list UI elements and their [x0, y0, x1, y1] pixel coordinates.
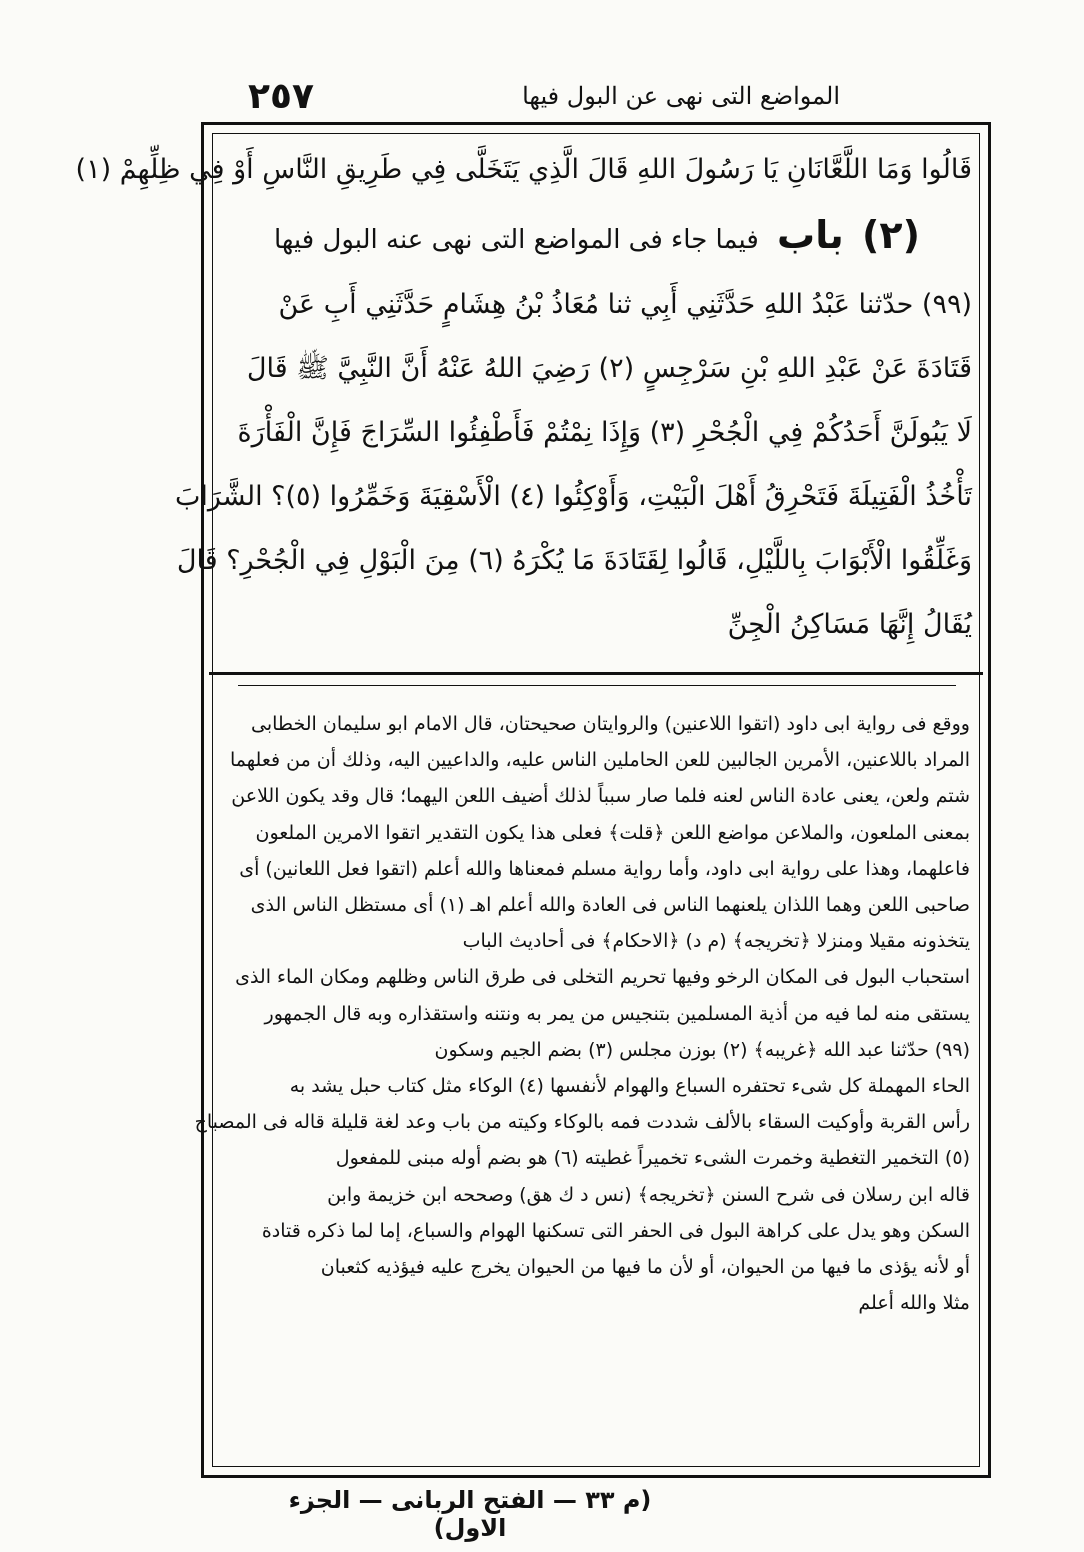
hadith-line-2: (٩٩) حدّثنا عَبْدُ اللهِ حَدَّثَنِي أَبِي ثنا مُعَاذُ بْنُ هِشَامٍ حَدَّثَنِي أَبِ عَنْ: [278, 289, 972, 320]
hadith-text-block: [75, 138, 972, 668]
commentary-line: استحباب البول فى المكان الرخو وفيها تحريم التخلى فى طرق الناس وظلهم ومكان الماء الذى: [235, 966, 970, 989]
hadith-line-5: تَأْخُذُ الْفَتِيلَةَ فَتَحْرِقُ أَهْلَ الْبَيْتِ، وَأَوْكِئُوا (٤) الْأَسْقِيَةَ وَخَمِّرُوا (٥)؟ الشَّرَابَ: [174, 481, 972, 512]
commentary-line: (٥) التخمير التغطية وخمرت الشىء تخميراً غطيته (٦) هو بضم أوله مبنى للمفعول: [335, 1147, 970, 1170]
commentary-line: المراد باللاعنين، الأمرين الجالبين للعن الحاملين الناس عليه، والداعيين اليه، وذلك أن من فعلهما: [230, 749, 970, 772]
commentary-line: (٩٩) حدّثنا عبد الله ﴿غريبه﴾ (٢) بوزن مجلس (٣) بضم الجيم وسكون: [434, 1038, 970, 1061]
commentary-line: يستقى منه لما فيه من أذية المسلمين بتنجيس من يمر به ونتنه واستقذاره وبه قال الجمهور: [264, 1002, 970, 1025]
commentary-line: فاعلهما، وهذا على رواية ابى داود، وأما رواية مسلم فمعناها والله أعلم (اتقوا فعل اللعانين) أى: [239, 857, 970, 880]
chapter-heading: [222, 202, 972, 273]
hadith-line-6: وَغَلِّقُوا الْأَبْوَابَ بِاللَّيْلِ، قَالُوا لِقَتَادَةَ مَا يُكْرَهُ (٦) مِنَ الْبَوْلِ فِي الْجُحْرِ؟ قَالَ: [176, 545, 972, 576]
section-divider-thin: [238, 685, 956, 686]
page-header: [200, 76, 900, 126]
commentary-line: مثلا والله أعلم: [858, 1292, 970, 1315]
chapter-number: (٢): [862, 213, 920, 257]
chapter-title: فيما جاء فى المواضع التى نهى عنه البول فيها: [274, 225, 759, 255]
commentary-line: الحاء المهملة كل شىء تحتفره السباع والهوام لأنفسها (٤) الوكاء مثل كتاب حبل يشد به: [289, 1075, 970, 1098]
commentary-line: رأس القربة وأوكيت السقاء بالألف شددت فمه بالوكاء وكيته من باب وعد لغة قليلة قاله فى المصباح: [194, 1111, 970, 1134]
page-footer-signature: (م ٣٣ — الفتح الربانى — الجزء الاول): [288, 1486, 652, 1542]
hadith-line-1: قَالُوا وَمَا اللَّعَّانَانِ يَا رَسُولَ اللهِ قَالَ الَّذِي يَتَخَلَّى فِي طَرِيقِ النَّاسِ أَوْ فِي ظِلِّهِمْ (١): [75, 154, 972, 185]
commentary-line: ووقع فى رواية ابى داود (اتقوا اللاعنين) والروايتان صحيحتان، قال الامام ابو سليمان الخطابى: [251, 713, 970, 735]
commentary-block: [194, 706, 970, 1466]
commentary-line: قاله ابن رسلان فى شرح السنن ﴿تخريجه﴾ (نس د ك هق) وصححه ابن خزيمة وابن: [327, 1183, 970, 1206]
running-title: المواضع التى نهى عن البول فيها: [522, 82, 840, 110]
page-number: ٢٥٧: [248, 76, 314, 117]
chapter-label: باب: [777, 213, 844, 257]
commentary-line: السكن وهو يدل على كراهة البول فى الحفر التى تسكنها الهوام والسباع، إما لما ذكره قتادة: [261, 1219, 970, 1242]
commentary-line: صاحبى اللعن وهما اللذان يلعنهما الناس فى العادة والله أعلم اهـ (١) أى مستظل الناس الذى: [250, 894, 970, 917]
commentary-line: أو لأنه يؤذى ما فيها من الحيوان، أو لأن ما فيها من الحيوان يخرج عليه فيؤذيه كثعبان: [320, 1256, 970, 1279]
commentary-line: شتم ولعن، يعنى عادة الناس لعنه فلما صار سبباً لذلك أضيف اللعن اليهما؛ قال وقد يكون اللاعن: [231, 785, 970, 808]
commentary-line: بمعنى الملعون، والملاعن مواضع اللعن ﴿قلت﴾ فعلى هذا يكون التقدير اتقوا الامرين الملعون: [255, 821, 970, 844]
hadith-line-4: لَا يَبُولَنَّ أَحَدُكُمْ فِي الْجُحْرِ (٣) وَإِذَا نِمْتُمْ فَأَطْفِئُوا السِّرَاجَ فَإِنَّ الْفَأْرَةَ: [237, 417, 972, 448]
commentary-line: يتخذونه مقيلا ومنزلا ﴿تخريجه﴾ (م د) ﴿الاحكام﴾ فى أحاديث الباب: [462, 930, 970, 953]
hadith-line-7: يُقَالُ إِنَّهَا مَسَاكِنُ الْجِنِّ: [727, 609, 972, 640]
hadith-line-3: قَتَادَةَ عَنْ عَبْدِ اللهِ بْنِ سَرْجِسٍ (٢) رَضِيَ اللهُ عَنْهُ أَنَّ النَّبِيَّ ﷺ قَالَ: [246, 353, 972, 384]
section-divider: [209, 672, 983, 675]
